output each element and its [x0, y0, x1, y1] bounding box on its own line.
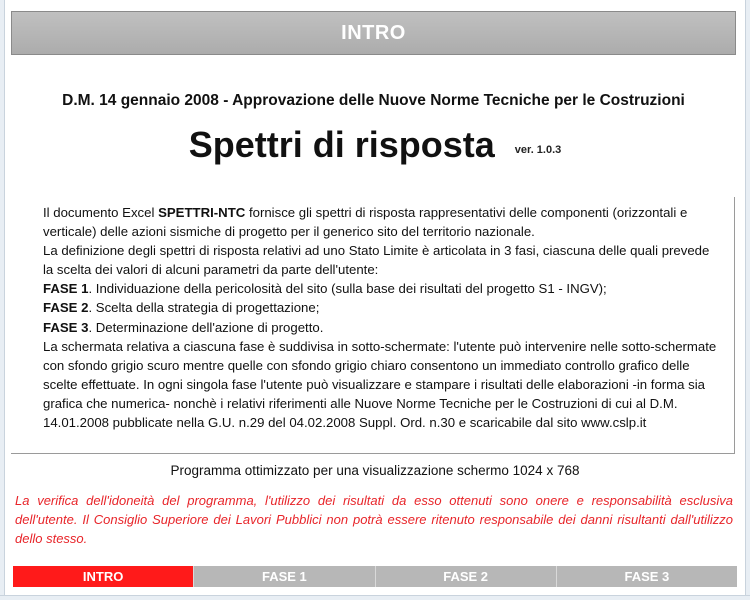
disclaimer-text: La verifica dell'idoneità del programma, l'utilizzo dei risultati da esso ottenuti sono onere e responsabilità esclusiva dell'utente. Il Consiglio Superiore dei Lavori Pubblici non potrà essere ritenuto responsabile dei danni risultanti dall'utilizzo dello stesso. [15, 493, 733, 546]
phase-text: . Determinazione dell'azione di progetto. [88, 319, 324, 335]
description-closing: La schermata relativa a ciascuna fase è suddivisa in sotto-schermate: l'utente può intervenire nelle sotto-schermate con sfondo grigio scuro mentre quelle con sfondo grigio chiaro consentono un immediato controllo grafico delle scelte effettuate. In ogni singola fase l'utente può visualizzare e stampare i risultati delle elaborazioni -in forma sia grafica che numerica- nonchè i relativi riferimenti alle Nuove Norme Tecniche per le Costruzioni di cui al D.M. 14.01.2008 pubblicate nella G.U. n.29 del 04.02.2008 Suppl. Ord. n.30 e scaricabile dal sito www.cslp.it [43, 338, 717, 431]
sheet-tab-bar [13, 566, 737, 587]
phase-label: FASE 3 [43, 319, 89, 335]
phase-item [43, 279, 723, 298]
page-title: Spettri di risposta [188, 124, 495, 165]
phase-item [43, 298, 723, 317]
phase-label: FASE 1 [43, 281, 89, 297]
phase-text: . Scelta della strategia di progettazione; [88, 300, 320, 316]
tab-fase-2[interactable]: FASE 2 [375, 566, 556, 587]
intro-banner [11, 11, 736, 55]
version-label: ver. 1.0.3 [514, 144, 562, 156]
title-row [0, 124, 750, 166]
window-frame-bottom [0, 595, 750, 600]
description-intro [43, 203, 723, 241]
intro-suffix: fornisce gli spettri di risposta rappresentativi delle componenti (orizzontali e verticale) delle azioni sismiche di progetto per il generico sito del territorio nazionale. [43, 205, 688, 240]
window-frame-left [0, 0, 5, 600]
tab-intro[interactable]: INTRO [13, 566, 193, 587]
optimized-note: Programma ottimizzato per una visualizzazione schermo 1024 x 768 [170, 463, 580, 478]
description-text [43, 203, 723, 432]
description-definition: La definizione degli spettri di risposta relativi ad uno Stato Limite è articolata in 3 fasi, ciascuna delle quali prevede la scelta dei valori di alcuni parametri da parte dell'utente: [43, 243, 710, 278]
phase-text: . Individuazione della pericolosità del sito (sulla base dei risultati del progetto S1 - INGV); [88, 281, 607, 297]
intro-prefix: Il documento Excel [43, 205, 159, 220]
banner-title: INTRO [341, 21, 406, 44]
phase-label: FASE 2 [43, 300, 89, 316]
tab-fase-1[interactable]: FASE 1 [193, 566, 374, 587]
tab-fase-3[interactable]: FASE 3 [556, 566, 737, 587]
window-frame-right [745, 0, 750, 600]
phase-item [43, 318, 723, 337]
product-name: SPETTRI-NTC [158, 205, 246, 220]
decree-heading: D.M. 14 gennaio 2008 - Approvazione delle Nuove Norme Tecniche per le Costruzioni [62, 92, 685, 109]
